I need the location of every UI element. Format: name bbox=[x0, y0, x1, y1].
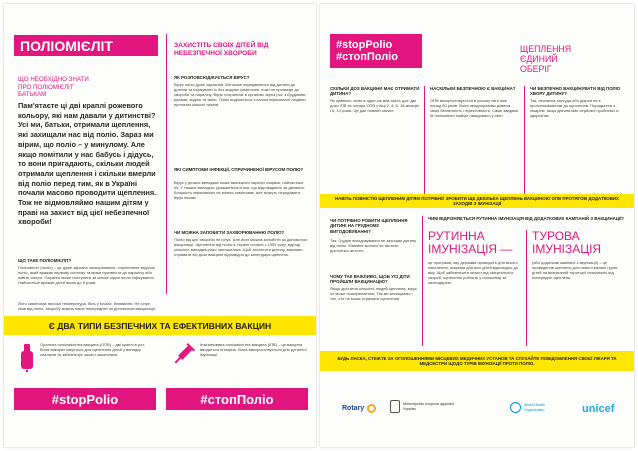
hashtag-cyrillic: #стопПоліо bbox=[200, 391, 274, 407]
who-emblem-icon bbox=[510, 402, 521, 413]
hashtag-header bbox=[330, 34, 422, 68]
who-logo bbox=[510, 402, 566, 413]
why-all-text: Якщо достатня кількість людей щеплена, вірус не може поширюватися. Так ми захищаємо і тих, хто не може отримати щеплення. bbox=[330, 286, 417, 301]
routine-vs-campaign-heading: ЧИМ ВІДРІЗНЯЄТЬСЯ РУТИННА ІМУНІЗАЦІЯ ВІД ДОДАТКОВИХ КАМПАНІЙ З ВАКЦИНАЦІЇ? bbox=[428, 216, 625, 221]
tour-immunization-text: (або додаткові кампанії з імунізації) – це проведення щеплень для певної вікової групи дітей на визначеній території незалежно від попередніх щеплень. bbox=[532, 260, 618, 280]
routine-immunization-title: РУТИННА ІМУНІЗАЦІЯ — bbox=[428, 229, 513, 256]
hashtag-latin: #stopPolio bbox=[51, 391, 119, 407]
vaccine-types-band bbox=[4, 316, 316, 335]
doses-text: Як правило, вони в один рік має шість доз: дві дози ІПВ та чотири ОПВ у віці 2, 4, 6, 18 місяців і 6, 14 років. Це дає повний захист. bbox=[330, 98, 419, 113]
breastfeeding-heading: ЧИ ПОТРІБНО РОБИТИ ЩЕПЛЕННЯ ДИТИНІ НА ГРУДНОМУ ВИГОДОВУВАННІ? bbox=[330, 218, 408, 234]
ipv-syringe-icon bbox=[170, 342, 196, 368]
hashtag-bar-cyrillic bbox=[166, 388, 308, 410]
ministry-logo-text: Міністерство охорони здоров'я України bbox=[403, 402, 455, 411]
opv-extra-text: НАВІТЬ ПОВНІСТЮ ЩЕПЛЕНИМ ДІТЯМ ПОТРІБНО ЗРОБИТИ ЩЕ ДЕКІЛЬКА ЩЕПЛЕНЬ ВАКЦИНОЮ ОПВ ПРОТЯГОМ ДОДАТКОВИХ ЗАХОДІВ З ІМУНІЗАЦІЇ bbox=[335, 196, 619, 206]
doses-heading: СКІЛЬКИ ДОЗ ВАКЦИНИ МАЄ ОТРИМАТИ ДИТИНА? bbox=[330, 86, 420, 97]
right-divider-3 bbox=[422, 216, 423, 346]
rotary-logo bbox=[342, 404, 376, 413]
vaccine-types-text: Є ДВА ТИПИ БЕЗПЕЧНИХ ТА ЕФЕКТИВНИХ ВАКЦИН bbox=[48, 320, 272, 331]
opv-icon bbox=[18, 342, 36, 372]
prevention-heading: ЧИ МОЖНА ЗАПОБІГТИ ЗАХВОРЮВАННЮ ПОЛІО? bbox=[174, 230, 285, 235]
what-is-polio-heading: ЩО ТАКЕ ПОЛІОМІЄЛІТ? bbox=[18, 258, 72, 263]
why-all-heading: ЧОМУ ТАК ВАЖЛИВО, ЩОБ УСІ ДІТИ ПРОЙШЛИ ВАКЦИНАЦІЮ? bbox=[330, 274, 410, 285]
sick-child-text: Так, незначна застуда або діарея не є протипоказанням до щеплення. Порадьтеся з лікарем, якщо дитина має серйозні проблеми зі здоров'ям. bbox=[530, 98, 619, 118]
right-divider-4 bbox=[526, 230, 527, 346]
safety-heading: НАСКІЛЬКИ БЕЗПЕЧНОЮ Є ВАКЦИНА? bbox=[430, 86, 516, 91]
routine-immunization-text: це програма, яку держава проводить для всього населення, зокрема для всіх дітей відповідно до віку. Щоб забезпечити захист від смертельних хвороб, щеплення роблять у поліклініці за календарем. bbox=[428, 260, 518, 285]
breastfeeding-text: Так. Грудне вигодовування не захищає дитину від полio. Мамине молоко не містить достатньо антитіл. bbox=[330, 238, 417, 253]
ministry-logo bbox=[390, 400, 460, 413]
vaccination-title: ЩЕПЛЕННЯ ЄДИНИЙ ОБЕРІГ bbox=[520, 44, 572, 74]
sick-child-heading: ЧИ БЕЗПЕЧНО ВАКЦИНУВАТИ ВІД ПОЛІО ХВОРУ ДИТИНУ? bbox=[530, 86, 621, 97]
unicef-logo-text: unicef bbox=[582, 403, 615, 415]
right-divider-2 bbox=[524, 86, 525, 196]
right-divider-1 bbox=[424, 86, 425, 196]
protect-children-title: ЗАХИСТІТЬ СВОЇХ ДІТЕЙ ВІД НЕБЕЗПЕЧНОЇ ХВОРОБИ bbox=[174, 42, 269, 57]
prevention-text: Полio від цієї хвороби не існує. Але його можна запобігти за допомогою вакцинації. Щеплення від полio в Україні почали з 1959 року, відтоді кількість випадків різко зменшилась. Щоб захистити дитину, важливо отримати всі дози вакцини відповідно до календаря щеплень. bbox=[174, 237, 308, 257]
column-divider bbox=[166, 34, 167, 294]
symptoms-text: Його симптоми: висока температура, біль у м'язах, блювання. Не існує ліків від полio, хворобу можна лише попередити за допомогою вакцинації. bbox=[18, 301, 156, 311]
who-logo-text: World Health Organization bbox=[524, 403, 545, 412]
tour-immunization-title: ТУРОВА ІМУНІЗАЦІЯ bbox=[532, 229, 602, 256]
unicef-logo bbox=[582, 403, 614, 415]
spread-heading: ЯК РОЗПОВСЮДЖУЄТЬСЯ ВІРУС? bbox=[174, 75, 250, 80]
opv-extra-band bbox=[320, 194, 634, 208]
rotary-logo-text: Rotary bbox=[342, 405, 365, 412]
rotary-wheel-icon bbox=[367, 404, 376, 413]
parents-subtitle: ЩО НЕОБХІДНО ЗНАТИ ПРО ПОЛІОМІЄЛІТ БАТЬКАМ bbox=[18, 76, 89, 98]
announcement-band bbox=[320, 351, 634, 371]
intro-text: Пам'ятаєте ці дві краплі рожевого кольору, які нам давали у дитинстві? Усі ми, батьки, отримали щеплення, які захищали нас від полio. Зараз ми вірим, що полio – у минулому. Але якщо помітили у нас бабусь і дідусь, то вони пригадають, скільки людей отримали щеплення і скільки вмерли від полio перед тим, як в Україні почали масово проводити щеплення. Тож не відмовляймо нашим дітям у праві на захист від цієї небезпечної хвороби! bbox=[18, 101, 157, 227]
ministry-emblem-icon bbox=[390, 400, 400, 413]
hashtag-bar-latin bbox=[14, 388, 156, 410]
right-page bbox=[320, 4, 634, 447]
announcement-text: БУДЬ ЛАСКА, СТЕЖТЕ ЗА ОГОЛОШЕННЯМИ МІСЦЕВИХ МЕДИЧНИХ УСТАНОВ ТА СЛУХАЙТЕ ПОВІДОМЛЕННЯ СВОЄЇ ЛІКАРЯ ТА МЕДСЕСТРИ ЩОДО ТУРІВ ІМУНІЗАЦІЇ ПРОТИ ПОЛІО. bbox=[337, 356, 617, 366]
safety-text: ОПВ використовується в усьому світі вже понад 50 років. Вона неодноразово довела свою безпечність і ефективність. Саме завдяки їй поліомієліт майже ліквідовано у світі. bbox=[430, 98, 518, 118]
what-is-polio-text: Поліомієліт (полio) – це дуже заразне захворювання, спричинене вірусом полio, який вражає нервову систему та може призвести до паралічу або навіть смерті. Паралічі може наступити за кілька годин після інфікування. Найчастіше вражає дітей віком до 5 років. bbox=[18, 265, 155, 285]
left-page bbox=[4, 4, 316, 447]
infection-text: Вірус у деяких випадках може викликати параліч кінцівок, найчастіше ніг. У тяжких випадках уражаються м'язи, що відповідають за дихання. Більшість інфікованих не мають симптомів, але можуть передавати вірус іншим. bbox=[174, 180, 305, 200]
page-title: ПОЛІОМІЄЛІТ bbox=[20, 37, 113, 54]
polio-title-bar bbox=[14, 35, 158, 56]
hashtag-header-text: #stopPolio #стопПоліо bbox=[336, 39, 398, 63]
symptoms-heading: ЯКІ СИМПТОМИ ІНФЕКЦІЇ, СПРИЧИНЕНОЇ ВІРУСОМ ПОЛІО? bbox=[174, 167, 304, 172]
ipv-text: Інактивована поліомієлітна вакцина (ІПВ) – ця вакцина вводиться ін'єкцією. Вона використовується для рутинної імунізації. bbox=[200, 342, 307, 357]
spread-text: Вірус полio дуже заразний. Він може передаватися від дитини до дитини та інфікувати їх без жодних симптомів, поки не призведе до хвороби та паралічу. Вірус потрапляє в організм через рот, з брудними руками, водою та їжею. Полio виділяється з калом інфікованої людини протягом кількох тижнів. bbox=[174, 82, 306, 107]
opv-text: Оральна поліомієлітна вакцина (ОПВ) – дві краплі в рот. Вона використовується для щеплення дітей у випадку спалахів та забезпечує захист кишечника. bbox=[40, 342, 145, 357]
